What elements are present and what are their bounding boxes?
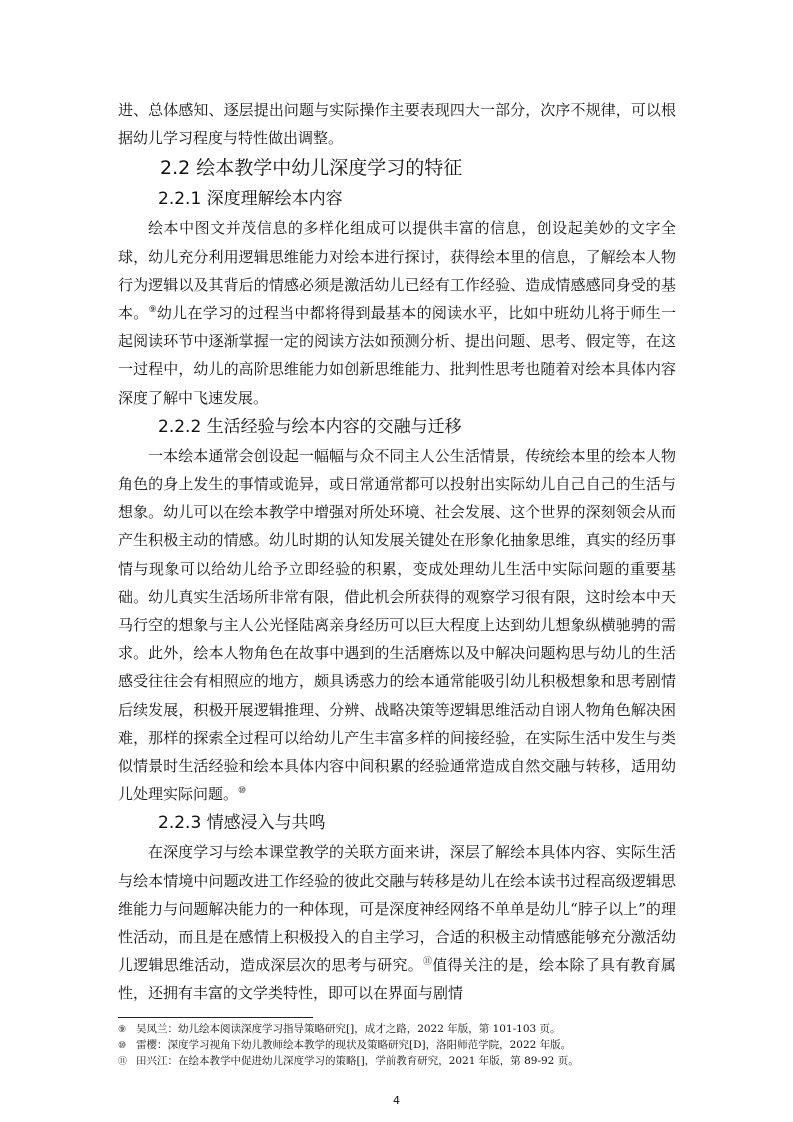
footnote-item <box>118 1038 678 1054</box>
footnote-mark: ⑨ <box>118 1025 127 1035</box>
footnote-ref: ⑩ <box>238 786 247 797</box>
footnote-text: 雷樱：深度学习视角下幼儿教师绘本教学的现状及策略研究[D]，洛阳师范学院，2022 年版。 <box>136 1039 572 1051</box>
subsection-paragraph-2: 一本绘本通常会创设起一幅幅与众不同主人公生活情景，传统绘本里的绘本人物角色的身上发生的事情或诡异，或日常通常都可以投射出实际幼儿自己自己的生活与想象。幼儿可以在绘本教学中增强对所处环境、社会发展、这个世界的深刻领会从而产生积极主动的情感。幼儿时期的认知发展关键处在形象化抽象思维，真实的经历事情与现象可以给幼儿给予立即经验的积累，变成处理幼儿生活中实际问题的重要基础。幼儿真实生活场所非常有限，借此机会所获得的观察学习很有限，这时绘本中天马行空的想象与主人公光怪陆离亲身经历可以巨大程度上达到幼儿想象纵横驰骋的需求。此外，绘本人物角色在故事中遇到的生活磨炼以及中解决问题构思与幼儿的生活感受往往会有相照应的地方，颇具诱惑力的绘本通常能吸引幼儿积极想象和思考剧情后续发展，积极开展逻辑推理、分辨、战略决策等逻辑思维活动自诩人物角色解决困难，那样的探索全过程可以给幼儿产生丰富多样的间接经验，在实际生活中发生与类似情景时生活经验和绘本具体内容中间积累的经验通常造成自然交融与转移，适用幼儿处理实际问题。⑩ <box>118 446 676 804</box>
footnote-text: 田兴江：在绘本教学中促进幼儿深度学习的策略[]，学前教育研究，2021 年版，第 89-92 页。 <box>136 1055 579 1067</box>
footnote-ref: ⑪ <box>422 957 433 968</box>
footnote-ref: ⑨ <box>148 305 157 316</box>
page-number: 4 <box>393 1094 400 1107</box>
section-heading: 2.2 绘本教学中幼儿深度学习的特征 <box>160 157 463 180</box>
subsection-paragraph-3: 在深度学习与绘本课堂教学的关联方面来讲，深层了解绘本具体内容、实际生活与绘本情境中问题改进工作经验的彼此交融与转移是幼儿在绘本读书过程高级逻辑思维能力与问题解决能力的一种体现，可是深度神经网络不单单是幼儿“脖子以上”的理性活动，而且是在感情上积极投入的自主学习，合适的积极主动情感能够充分激活幼儿逻辑思维活动，造成深层次的思考与研究。⑪值得关注的是，绘本除了具有教育属性，还拥有丰富的文学类特性，即可以在界面与剧情 <box>118 843 676 1003</box>
footnote-item <box>118 1054 678 1070</box>
subsection-heading-1: 2.2.1 深度理解绘本内容 <box>158 189 343 210</box>
footnote-mark: ⑪ <box>118 1057 128 1067</box>
footnote-mark: ⑩ <box>118 1041 127 1051</box>
footnote-divider <box>118 1017 313 1018</box>
page-body <box>118 96 676 1008</box>
subsection-paragraph-1: 绘本中图文并茂信息的多样化组成可以提供丰富的信息，创设起美妙的文字全球，幼儿充分利用逻辑思维能力对绘本进行探讨，获得绘本里的信息，了解绘本人物行为逻辑以及其背后的情感必须是激活幼儿已经有工作经验、造成情感感同身受的基本。⑨幼儿在学习的过程当中都将得到最基本的阅读水平，比如中班幼儿将于师生一起阅读环节中逐渐掌握一定的阅读方法如预测分析、提出问题、思考、假定等，在这一过程中，幼儿的高阶思维能力如创新思维能力、批判性思考也随着对绘本具体内容深度了解中飞速发展。 <box>118 219 676 407</box>
footnote-text: 吴凤兰：幼儿绘本阅读深度学习指导策略研究[]，成才之路，2022 年版，第 101-103 页。 <box>136 1023 561 1035</box>
footnote-item <box>118 1022 678 1038</box>
subsection-heading-3: 2.2.3 情感浸入与共鸣 <box>158 813 326 834</box>
subsection-heading-2: 2.2.2 生活经验与绘本内容的交融与迁移 <box>158 416 462 437</box>
footnotes <box>118 1022 678 1070</box>
intro-paragraph: 进、总体感知、逐层提出问题与实际操作主要表现四大一部分，次序不规律，可以根据幼儿学习程度与特性做出调整。 <box>118 101 676 148</box>
